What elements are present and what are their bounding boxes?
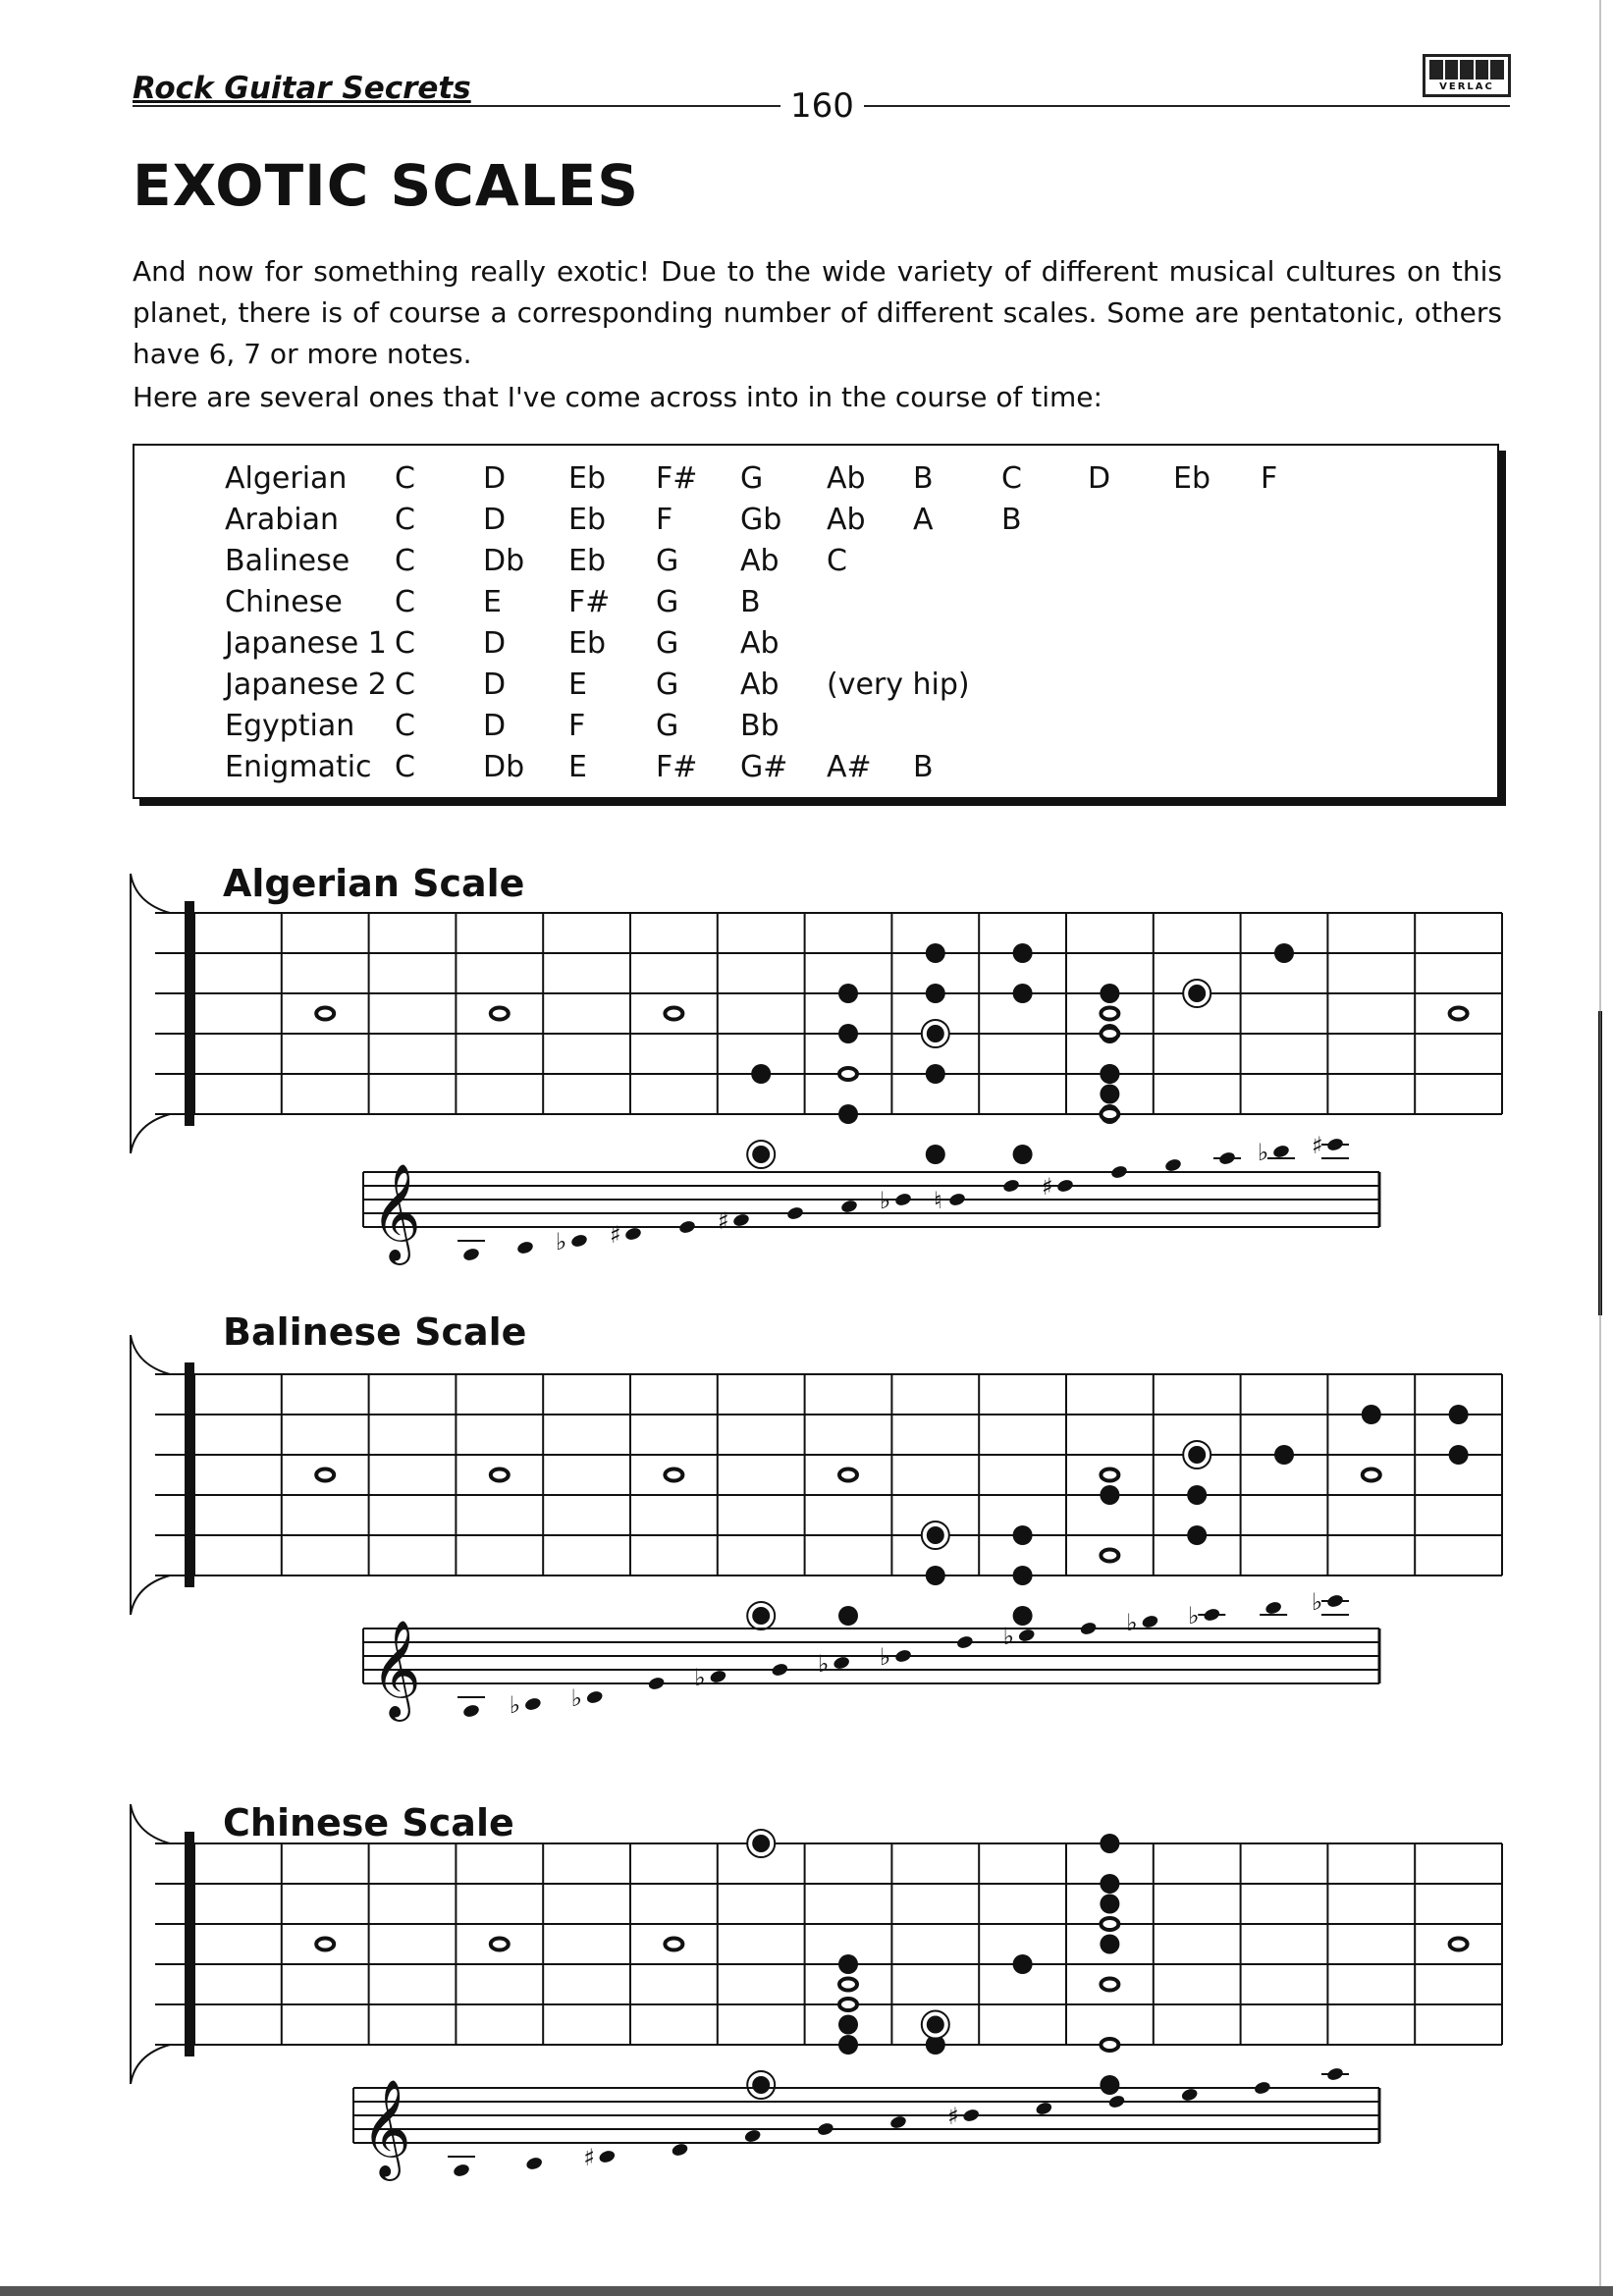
staff-note — [1079, 1621, 1098, 1636]
fret-note — [1187, 1485, 1207, 1505]
inlay-marker — [316, 1939, 334, 1950]
fretboard-nut — [185, 901, 194, 1126]
staff-note — [1107, 2094, 1126, 2109]
inlay-marker — [491, 1469, 509, 1481]
fretboard-nut — [185, 1362, 194, 1587]
scale-note: Eb — [1173, 461, 1210, 496]
scale-note: F — [1261, 461, 1278, 496]
scale-note: Ab — [740, 544, 780, 578]
accidental-icon: ♭ — [880, 1643, 891, 1671]
root-note — [752, 2076, 770, 2094]
accidental-icon: ♯ — [1312, 1132, 1323, 1159]
inlay-marker — [665, 1939, 682, 1950]
scale-note: C — [395, 667, 415, 702]
staff-note — [1326, 2066, 1345, 2082]
fret-note — [838, 1104, 858, 1124]
intro-paragraph: And now for something really exotic! Due to the wide variety of different musical cultures on this planet, there is of course a corresponding number of different scales. Some are pentatonic, others have 6, 7 or more notes. — [133, 255, 1502, 370]
scale-name: Japanese 1 — [225, 626, 387, 661]
scale-note: D — [483, 667, 507, 702]
scale-note: Eb — [568, 544, 606, 578]
root-note — [752, 1146, 770, 1163]
scale-name: Egyptian — [225, 709, 355, 743]
scale-note: Bb — [740, 709, 780, 743]
root-note — [752, 1607, 770, 1625]
staff-note — [1141, 1614, 1159, 1629]
staff-note — [585, 1689, 604, 1705]
staff-note — [678, 1219, 697, 1235]
scale-note: Ab — [740, 626, 780, 661]
fret-note — [1013, 984, 1033, 1003]
fret-note — [838, 984, 858, 1003]
scale-note: C — [395, 503, 415, 537]
fret-note-open — [1101, 1550, 1118, 1562]
fret-note — [838, 2015, 858, 2035]
headstock-outline — [131, 1804, 170, 2084]
staff-note — [833, 1655, 851, 1671]
scale-note: E — [568, 667, 587, 702]
scale-name: Japanese 2 — [225, 667, 387, 702]
fret-note — [838, 1954, 858, 1974]
fret-note-open — [1101, 1918, 1118, 1930]
fret-note — [1100, 1085, 1119, 1104]
staff-note — [462, 1703, 481, 1719]
scale-note: F — [568, 709, 586, 743]
scale-note: G — [740, 461, 764, 496]
accidental-icon: ♭ — [1188, 1602, 1200, 1629]
staff-note — [1326, 1137, 1345, 1152]
fret-note — [1013, 1606, 1033, 1626]
intro-paragraph-2: Here are several ones that I've come across into in the course of time: — [133, 381, 1102, 413]
staff-note — [816, 2121, 834, 2137]
scale-note: F# — [568, 585, 611, 619]
fret-note — [838, 1024, 858, 1043]
scale-note: G — [656, 544, 679, 578]
staff-note — [516, 1240, 535, 1255]
scale-note: F# — [656, 461, 698, 496]
staff-note — [462, 1247, 481, 1262]
fret-note — [1100, 1834, 1119, 1853]
accidental-icon: ♭ — [818, 1650, 830, 1678]
fret-note-open — [839, 1979, 857, 1991]
accidental-icon: ♭ — [694, 1664, 706, 1691]
accidental-icon: ♯ — [610, 1221, 621, 1249]
inlay-marker — [1363, 1469, 1380, 1481]
fret-note — [926, 1566, 945, 1585]
fret-note — [926, 1064, 945, 1084]
scale-note: D — [483, 461, 507, 496]
staff-note — [525, 2156, 544, 2171]
fret-note-open — [1101, 1979, 1118, 1991]
fret-note-open — [839, 1068, 857, 1080]
accidental-icon: ♯ — [947, 2103, 959, 2130]
fretboard-nut — [185, 1832, 194, 2056]
staff-note — [1326, 1593, 1345, 1609]
staff-note — [647, 1676, 666, 1691]
fret-note — [1100, 1935, 1119, 1954]
staff-note — [1035, 2101, 1053, 2116]
staff-note — [840, 1199, 859, 1214]
scale-note: B — [913, 750, 934, 784]
scale-note: G — [656, 709, 679, 743]
fret-note — [1100, 1485, 1119, 1505]
diagram-title-algerian: Algerian Scale — [223, 862, 525, 905]
fret-note — [1449, 1405, 1469, 1424]
fret-note — [1362, 1405, 1381, 1424]
staff-note — [1218, 1150, 1237, 1166]
staff-note — [732, 1212, 751, 1228]
treble-clef-icon: 𝄞 — [371, 1620, 421, 1718]
fret-note-open — [839, 1999, 857, 2010]
scale-note: E — [483, 585, 502, 619]
scale-note: D — [483, 709, 507, 743]
scale-note: Gb — [740, 503, 782, 537]
scale-name: Balinese — [225, 544, 350, 578]
root-note — [927, 2016, 944, 2034]
staff-note — [598, 2149, 617, 2164]
staff-note — [1203, 1607, 1221, 1623]
scale-note: C — [827, 544, 847, 578]
accidental-icon: ♭ — [1126, 1609, 1138, 1636]
scale-note: G — [656, 626, 679, 661]
scale-name: Enigmatic — [225, 750, 372, 784]
fret-note — [1013, 1145, 1033, 1164]
fret-note — [838, 1606, 858, 1626]
scale-name: Arabian — [225, 503, 340, 537]
fret-note-open — [1101, 1469, 1118, 1481]
fret-note-open — [1101, 1108, 1118, 1120]
staff-note — [1264, 1600, 1283, 1616]
root-note — [927, 1526, 944, 1544]
scale-note: D — [483, 626, 507, 661]
inlay-marker — [1450, 1008, 1468, 1020]
staff-note — [948, 1192, 967, 1207]
scale-note: G — [656, 667, 679, 702]
staff-note — [1017, 1628, 1036, 1643]
accidental-icon: ♭ — [1258, 1139, 1269, 1166]
accidental-icon: ♭ — [1312, 1588, 1323, 1616]
scale-note: A — [913, 503, 934, 537]
staff-note — [1253, 2080, 1271, 2096]
staff-note — [1180, 2087, 1199, 2103]
fret-note — [1013, 1525, 1033, 1545]
headstock-outline — [131, 874, 170, 1153]
publisher-logo-text: VERLAC — [1439, 81, 1494, 92]
fret-note — [751, 1064, 771, 1084]
staff-note — [1110, 1164, 1129, 1180]
staff-note — [624, 1226, 643, 1242]
scale-note: C — [395, 709, 415, 743]
root-note — [752, 1835, 770, 1852]
inlay-marker — [665, 1469, 682, 1481]
treble-clef-icon: 𝄞 — [371, 1163, 421, 1261]
book-title: Rock Guitar Secrets — [133, 71, 471, 106]
scale-note: C — [395, 626, 415, 661]
scale-note: Eb — [568, 461, 606, 496]
inlay-marker — [665, 1008, 682, 1020]
inlay-marker — [491, 1939, 509, 1950]
scale-name: Chinese — [225, 585, 343, 619]
scale-note: F# — [656, 750, 698, 784]
fret-note — [926, 1145, 945, 1164]
treble-clef-icon: 𝄞 — [361, 2079, 411, 2177]
fret-note — [1449, 1445, 1469, 1465]
scan-bottom-bar — [0, 2286, 1613, 2296]
fret-note-open — [1101, 1008, 1118, 1020]
scale-note: Ab — [827, 503, 866, 537]
accidental-icon: ♮ — [934, 1187, 942, 1214]
fret-note — [1100, 1874, 1119, 1894]
inlay-marker — [491, 1008, 509, 1020]
scale-note: Ab — [740, 667, 780, 702]
staff-note — [671, 2142, 689, 2158]
scale-note: Eb — [568, 503, 606, 537]
staff-note — [771, 1662, 789, 1678]
scale-note: B — [740, 585, 761, 619]
staff-note — [1272, 1144, 1291, 1159]
staff-note — [743, 2128, 762, 2144]
inlay-marker — [1450, 1939, 1468, 1950]
root-note — [1188, 1446, 1206, 1464]
scale-note: D — [1088, 461, 1111, 496]
staff-note — [1164, 1157, 1183, 1173]
fret-note — [926, 984, 945, 1003]
staff-note — [523, 1696, 542, 1712]
page-title: EXOTIC SCALES — [133, 152, 640, 219]
scale-note: C — [395, 461, 415, 496]
accidental-icon: ♭ — [509, 1691, 521, 1719]
fret-note — [1187, 1525, 1207, 1545]
staff-note — [1056, 1178, 1075, 1194]
scale-note: C — [1001, 461, 1022, 496]
scale-note: Db — [483, 750, 525, 784]
fret-note — [1274, 1445, 1294, 1465]
root-note — [1188, 985, 1206, 1002]
scale-note: G# — [740, 750, 788, 784]
fret-note — [1100, 1895, 1119, 1914]
diagram-title-chinese: Chinese Scale — [223, 1801, 514, 1844]
staff-note — [786, 1205, 805, 1221]
staff-note — [453, 2163, 471, 2178]
scale-name: Algerian — [225, 461, 348, 496]
inlay-marker — [839, 1469, 857, 1481]
fret-note-open — [1101, 2039, 1118, 2051]
staff-note — [889, 2114, 908, 2130]
scale-note: (very hip) — [827, 667, 970, 702]
scale-note: C — [395, 585, 415, 619]
accidental-icon: ♭ — [1002, 1623, 1015, 1650]
scale-note: Eb — [568, 626, 606, 661]
diagram-title-balinese: Balinese Scale — [223, 1310, 527, 1354]
fret-note — [1274, 943, 1294, 963]
fret-note — [926, 943, 945, 963]
fret-note — [838, 2035, 858, 2055]
accidental-icon: ♭ — [556, 1228, 567, 1255]
scale-note: F — [656, 503, 673, 537]
fret-note-open — [1101, 1028, 1118, 1040]
accidental-icon: ♯ — [1042, 1173, 1053, 1201]
scale-note: Ab — [827, 461, 866, 496]
accidental-icon: ♭ — [880, 1187, 891, 1214]
staff-note — [955, 1634, 974, 1650]
staff-note — [894, 1648, 913, 1664]
accidental-icon: ♯ — [583, 2144, 595, 2171]
staff-note — [570, 1233, 589, 1249]
scale-note: E — [568, 750, 587, 784]
scale-note: D — [483, 503, 507, 537]
page-number: 160 — [790, 86, 854, 126]
fret-note — [1100, 2075, 1119, 2095]
fret-note — [1100, 1064, 1119, 1084]
scale-note: A# — [827, 750, 872, 784]
fret-note — [1100, 984, 1119, 1003]
staff-note — [894, 1192, 913, 1207]
scale-note: C — [395, 544, 415, 578]
headstock-outline — [131, 1335, 170, 1615]
scale-note: Db — [483, 544, 525, 578]
inlay-marker — [316, 1469, 334, 1481]
scale-note: B — [913, 461, 934, 496]
accidental-icon: ♯ — [718, 1207, 729, 1235]
fret-note — [1013, 1566, 1033, 1585]
staff-note — [1002, 1178, 1021, 1194]
accidental-icon: ♭ — [570, 1684, 583, 1712]
fret-note — [1013, 1954, 1033, 1974]
root-note — [927, 1025, 944, 1042]
scale-note: G — [656, 585, 679, 619]
staff-note — [962, 2108, 981, 2123]
scale-note: C — [395, 750, 415, 784]
staff-note — [709, 1669, 727, 1684]
scale-note: B — [1001, 503, 1022, 537]
inlay-marker — [316, 1008, 334, 1020]
fret-note — [1013, 943, 1033, 963]
